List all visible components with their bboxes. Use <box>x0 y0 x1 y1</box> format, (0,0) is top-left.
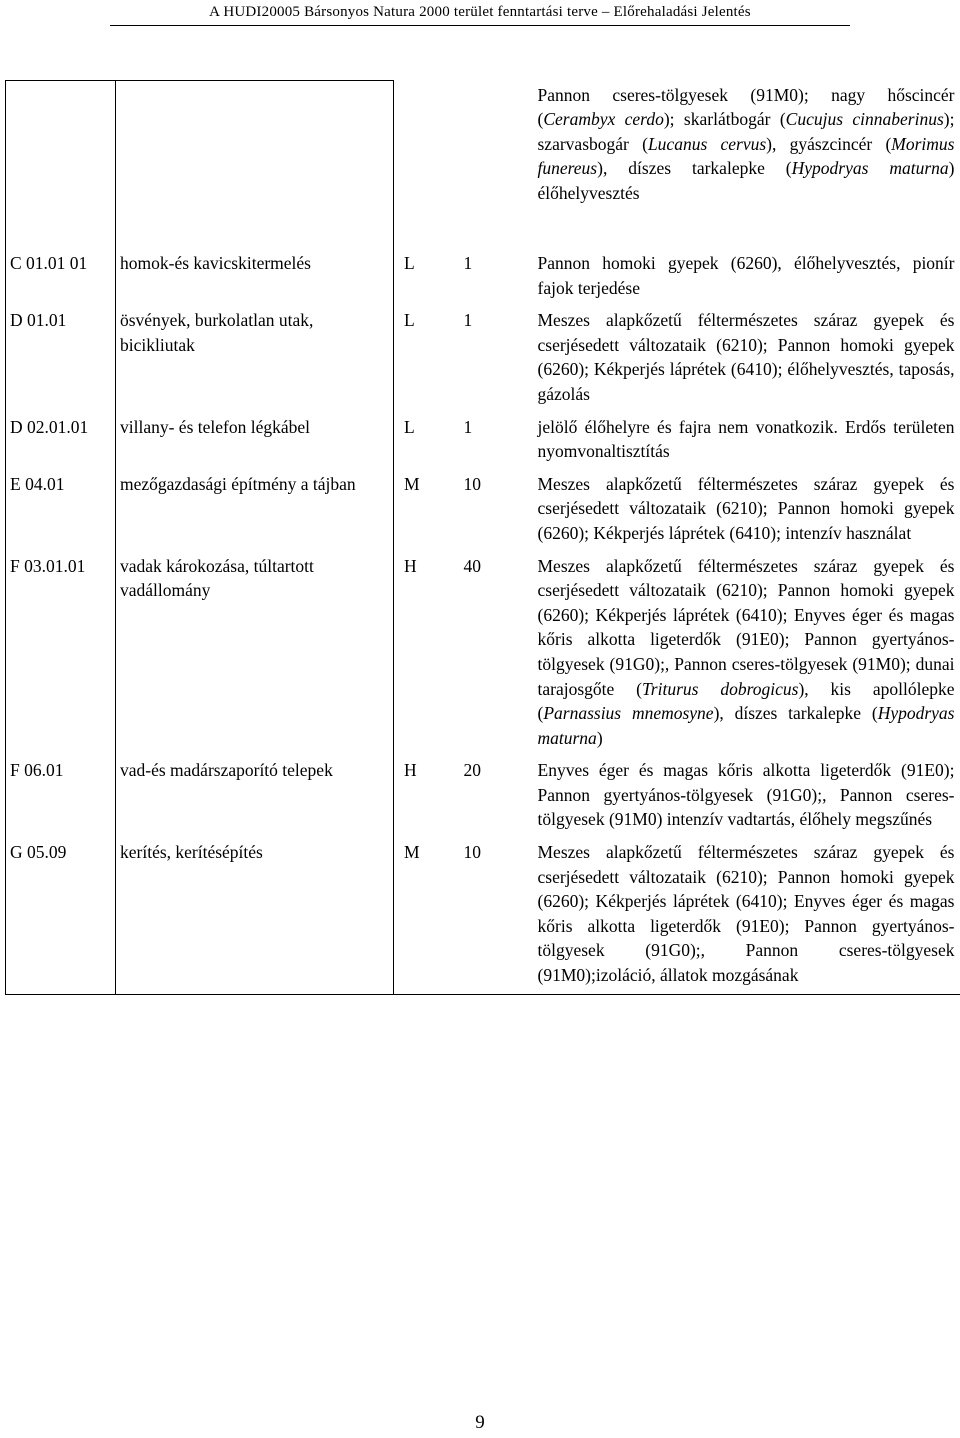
threat-level: H <box>404 555 417 576</box>
threat-impact: Meszes alapkőzetű féltermészetes száraz gyepek és cserjésedett változataik (6210); Pannon homoki gyepek (6260); Kékperjés láprétek (6410); élőhelyvesztés, taposás, gázolás <box>537 310 955 404</box>
table-row <box>6 756 960 838</box>
table-row <box>6 249 960 306</box>
threat-code <box>6 81 116 250</box>
threat-activity: vadak károkozása, túltartott vadállomány <box>116 552 394 757</box>
threat-percent: 20 <box>463 760 481 781</box>
table-row <box>6 838 960 994</box>
table-row <box>6 470 960 552</box>
threat-level: L <box>404 310 415 331</box>
threats-table-container <box>5 80 959 995</box>
threat-percent: 1 <box>463 310 473 331</box>
threat-activity: kerítés, kerítésépítés <box>116 838 394 994</box>
running-header <box>0 0 960 28</box>
threat-code: C 01.01 01 <box>6 249 116 306</box>
threat-code: E 04.01 <box>6 470 116 552</box>
header-rule <box>110 25 850 26</box>
threat-percent: 10 <box>463 473 481 494</box>
threat-impact: Meszes alapkőzetű féltermészetes száraz gyepek és cserjésedett változataik (6210); Pannon homoki gyepek (6260); Kékperjés láprétek (6410); Enyves éger és magas kőris alkotta ligeterdők (91E0); Pannon gyertyános-tölgyesek (91G0);, Pannon cseres-tölgyesek (91M0);izoláció, állatok mozgásának <box>534 838 960 994</box>
threat-impact: Pannon cseres-tölgyesek (91M0); nagy hőscincér (Cerambyx cerdo); skarlátbogár (Cucujus cinnaberinus); szarvasbogár (Lucanus cervus), gyászcincér (Morimus funereus), díszes tarkalepke (Hypodryas maturna) élőhelyvesztés <box>537 84 955 203</box>
threat-activity: villany- és telefon légkábel <box>116 413 394 470</box>
threat-code: D 01.01 <box>6 306 116 412</box>
threat-level: L <box>404 416 415 437</box>
threat-impact: Pannon homoki gyepek (6260), élőhelyvesztés, pionír fajok terjedése <box>537 253 955 298</box>
threat-percent: 40 <box>463 555 481 576</box>
threat-impact: Meszes alapkőzetű féltermészetes száraz gyepek és cserjésedett változataik (6210); Pannon homoki gyepek (6260); Kékperjés láprétek (6410); Enyves éger és magas kőris alkotta ligeterdők (91E0); Pannon gyertyános-tölgyesek (91G0);, Pannon cseres-tölgyesek (91M0); dunai tarajosgőte (Triturus dobrogicus), kis apollólepke (Parnassius mnemosyne), díszes tarkalepke (Hypodryas maturna) <box>537 555 955 748</box>
table-row <box>6 413 960 470</box>
page-number: 9 <box>475 1412 485 1433</box>
table-row <box>6 81 960 250</box>
threat-code: D 02.01.01 <box>6 413 116 470</box>
threat-activity: vad-és madárszaporító telepek <box>116 756 394 838</box>
threat-percent: 1 <box>463 253 473 273</box>
threat-level: M <box>394 838 454 994</box>
threat-percent: 10 <box>454 838 534 994</box>
threat-level <box>394 81 454 250</box>
threat-level: L <box>404 253 415 273</box>
threat-impact: Enyves éger és magas kőris alkotta ligeterdők (91E0); Pannon gyertyános-tölgyesek (91G0);, Pannon cseres-tölgyesek (91M0) intenzív vadtartás, élőhely megszűnés <box>537 760 955 830</box>
threat-percent: 1 <box>463 416 473 437</box>
threats-table <box>5 80 960 995</box>
threat-impact: jelölő élőhelyre és fajra nem vonatkozik. Erdős területen nyomvonaltisztítás <box>537 416 955 462</box>
threat-activity: mezőgazdasági építmény a tájban <box>116 470 394 552</box>
threat-percent <box>454 81 534 250</box>
threat-code: F 06.01 <box>6 756 116 838</box>
threat-activity: ösvények, burkolatlan utak, bicikliutak <box>116 306 394 412</box>
threat-code: F 03.01.01 <box>6 552 116 757</box>
running-header-text: A HUDI20005 Bársonyos Natura 2000 terület fenntartási terve – Előrehaladási Jelentés <box>209 4 751 20</box>
threat-level: H <box>404 760 417 781</box>
threat-impact: Meszes alapkőzetű féltermészetes száraz gyepek és cserjésedett változataik (6210); Pannon homoki gyepek (6260); Kékperjés láprétek (6410); intenzív használat <box>537 473 955 543</box>
threat-activity: homok-és kavicskitermelés <box>116 249 394 306</box>
threat-level: M <box>404 473 420 494</box>
table-row <box>6 552 960 757</box>
table-row <box>6 306 960 412</box>
threat-code: G 05.09 <box>6 838 116 994</box>
threat-activity <box>116 81 394 250</box>
